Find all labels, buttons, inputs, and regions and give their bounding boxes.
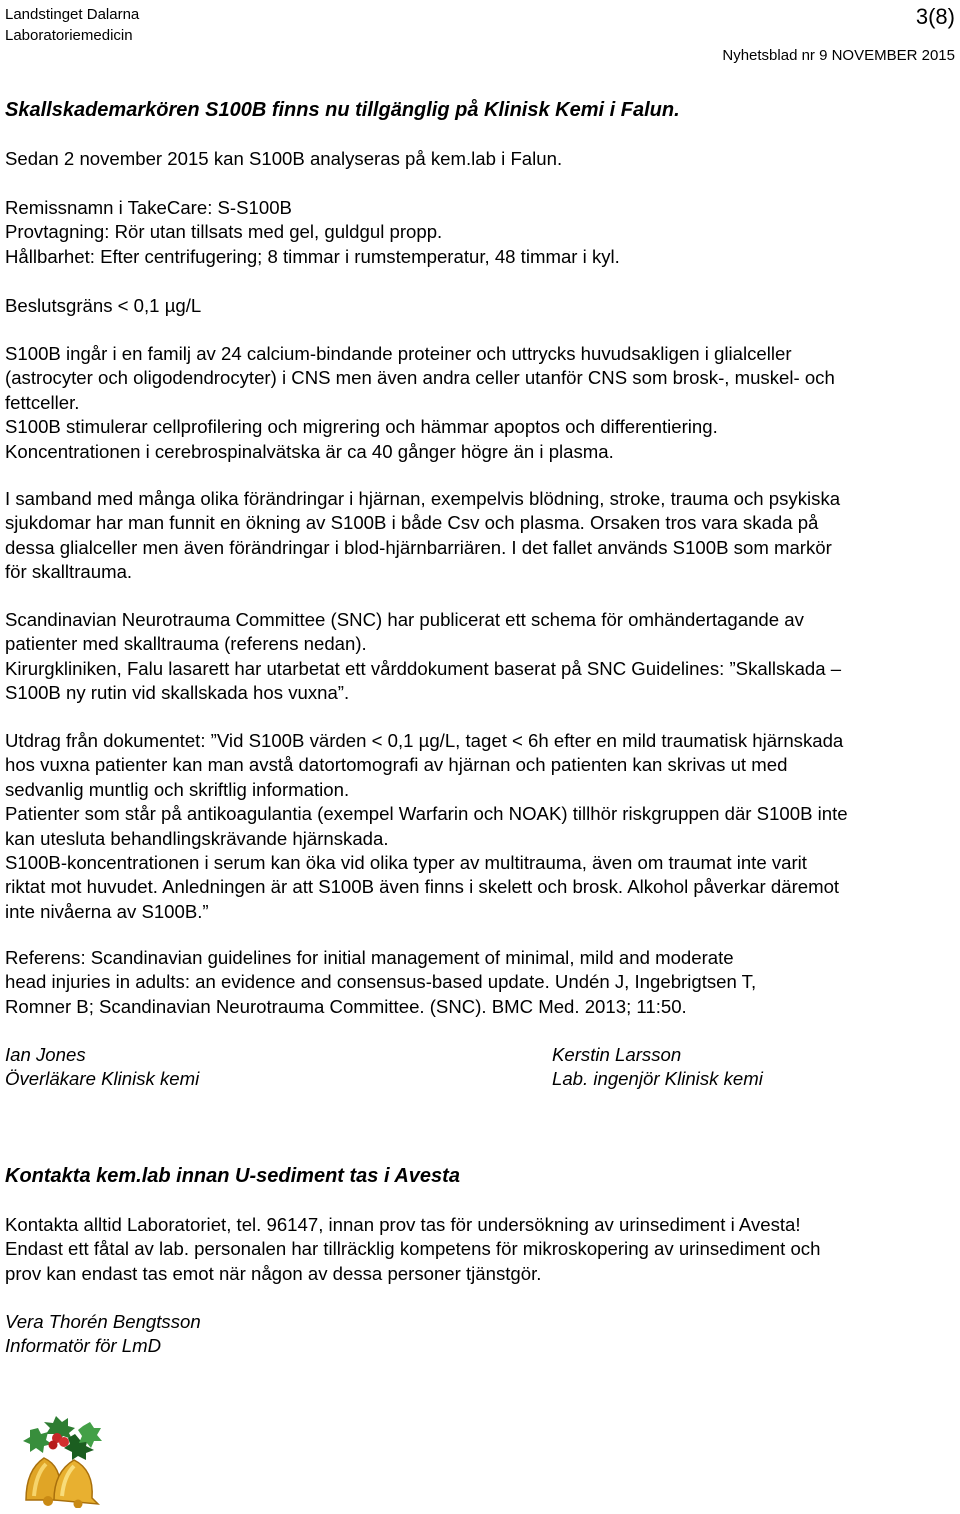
text-line: kan utesluta behandlingskrävande hjärnskada. — [5, 827, 389, 849]
signature-ian-jones — [5, 1043, 199, 1092]
text-line: Kirurgkliniken, Falu lasarett har utarbetat ett vårddokument baserat på SNC Guidelines: ”Skallskada – — [5, 657, 842, 679]
signature-name: Kerstin Larsson — [552, 1044, 682, 1065]
signature-name: Ian Jones — [5, 1044, 86, 1065]
text-line: inte nivåerna av S100B.” — [5, 900, 209, 922]
paragraph-clinical — [5, 487, 955, 585]
text-line: (astrocyter och oligodendrocyter) i CNS men även andra celler utanför CNS som brosk-, muskel- och — [5, 367, 835, 389]
page-number: 3(8) — [915, 4, 955, 29]
signature-role: Lab. ingenjör Klinisk kemi — [552, 1068, 763, 1090]
text-line: Endast ett fåtal av lab. personalen har tillräcklig kompetens för mikroskopering av urinsediment och — [5, 1238, 821, 1260]
newsletter-issue: Nyhetsblad nr 9 NOVEMBER 2015 — [722, 47, 955, 64]
signature-vera — [5, 1310, 201, 1359]
article-title-2: Kontakta kem.lab innan U-sediment tas i Avesta — [5, 1165, 460, 1187]
text-line: dessa glialceller men även förändringar i blod-hjärnbarriären. I det fallet används S100B som markör — [5, 536, 832, 558]
text-line: för skalltrauma. — [5, 561, 133, 583]
text-line: patienter med skalltrauma (referens nedan). — [5, 633, 367, 655]
paragraph-urine-sediment — [5, 1213, 955, 1286]
signature-kerstin-larsson — [552, 1043, 763, 1092]
christmas-bells-icon — [8, 1408, 108, 1508]
text-line: prov kan endast tas emot när någon av dessa personer tjänstgör. — [5, 1262, 542, 1284]
text-line: Scandinavian Neurotrauma Committee (SNC) har publicerat ett schema för omhändertagande av — [5, 609, 804, 630]
text-line: hos vuxna patienter kan man avstå datortomografi av hjärnan och patienten kan skrivas ut med — [5, 754, 788, 776]
text-line: sedvanlig muntlig och skriftlig information. — [5, 778, 350, 800]
text-line: Patienter som står på antikoagulantia (exempel Warfarin och NOAK) tillhör riskgruppen där S100B inte — [5, 803, 848, 825]
text-line: head injuries in adults: an evidence and consensus-based update. Undén J, Ingebrigtsen T, — [5, 971, 757, 993]
text-line: fettceller. — [5, 391, 80, 413]
header-dept: Laboratoriemedicin — [5, 27, 133, 44]
text-line: Koncentrationen i cerebrospinalvätska är ca 40 gånger högre än i plasma. — [5, 440, 614, 462]
header-org: Landstinget Dalarna — [5, 6, 140, 23]
text-line: I samband med många olika förändringar i hjärnan, exempelvis blödning, stroke, trauma och psykiska — [5, 488, 841, 509]
info-line: Hållbarhet: Efter centrifugering; 8 timmar i rumstemperatur, 48 timmar i kyl. — [5, 245, 620, 267]
text-line: riktat mot huvudet. Anledningen är att S100B även finns i skelett och brosk. Alkohol påverkar däremot — [5, 876, 840, 898]
text-line: Romner B; Scandinavian Neurotrauma Committee. (SNC). BMC Med. 2013; 11:50. — [5, 995, 687, 1017]
paragraph-guidelines — [5, 608, 955, 706]
decision-limit: Beslutsgräns < 0,1 µg/L — [5, 295, 202, 316]
paragraph-excerpt — [5, 729, 955, 924]
text-line: sjukdomar har man funnit en ökning av S100B i både Csv och plasma. Orsaken tros vara skada på — [5, 512, 819, 534]
info-line: Remissnamn i TakeCare: S-S100B — [5, 197, 292, 218]
text-line: S100B ingår i en familj av 24 calcium-bindande proteiner och uttrycks huvudsakligen i glialceller — [5, 343, 792, 364]
text-line: S100B-koncentrationen i serum kan öka vid olika typer av multitrauma, även om traumat inte varit — [5, 852, 807, 874]
text-line: S100B stimulerar cellprofilering och migrering och hämmar apoptos och differentiering. — [5, 416, 718, 438]
reference — [5, 946, 955, 1019]
paragraph-background — [5, 342, 955, 464]
text-line: S100B ny rutin vid skallskada hos vuxna”. — [5, 682, 350, 704]
analysis-info — [5, 196, 955, 269]
text-line: Kontakta alltid Laboratoriet, tel. 96147, innan prov tas för undersökning av urinsediment i Avesta! — [5, 1214, 801, 1235]
article-intro: Sedan 2 november 2015 kan S100B analyseras på kem.lab i Falun. — [5, 148, 563, 169]
text-line: Referens: Scandinavian guidelines for initial management of minimal, mild and moderate — [5, 947, 734, 968]
signature-role: Överläkare Klinisk kemi — [5, 1068, 200, 1090]
info-line: Provtagning: Rör utan tillsats med gel, guldgul propp. — [5, 221, 443, 243]
text-line: Utdrag från dokumentet: ”Vid S100B värden < 0,1 µg/L, taget < 6h efter en mild traumatisk hjärnskada — [5, 730, 844, 751]
signature-role: Informatör för LmD — [5, 1335, 162, 1357]
article-title: Skallskademarkören S100B finns nu tillgänglig på Klinisk Kemi i Falun. — [5, 99, 680, 121]
signature-name: Vera Thorén Bengtsson — [5, 1311, 201, 1332]
